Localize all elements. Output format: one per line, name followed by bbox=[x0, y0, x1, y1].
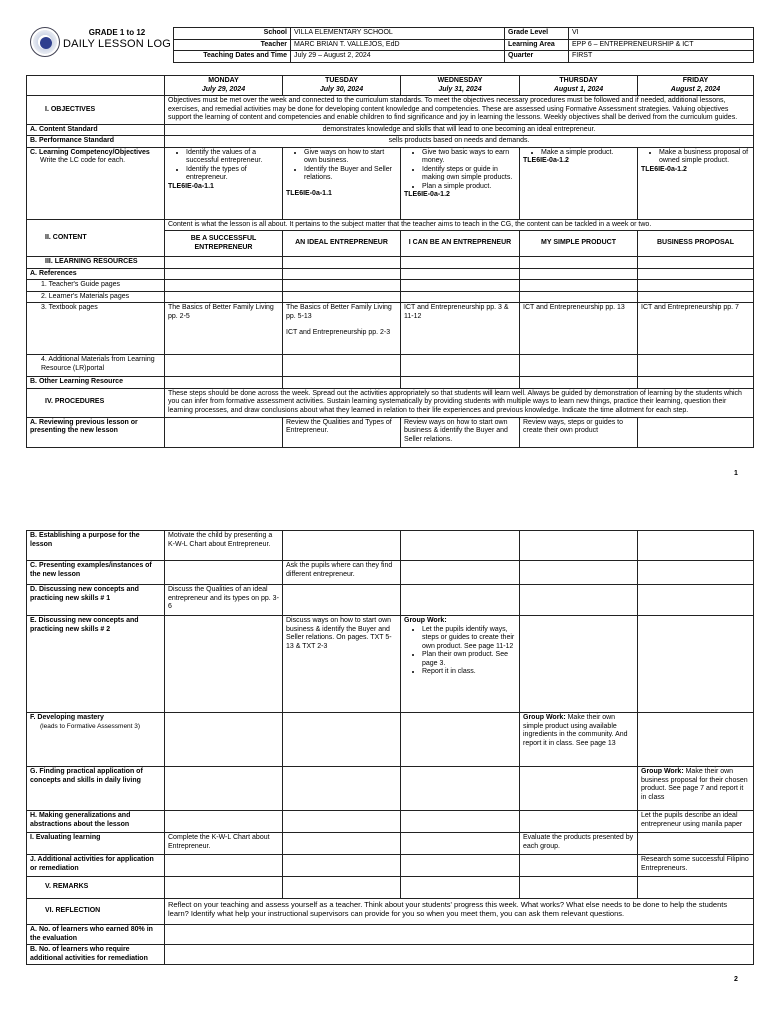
reflection-b-label: B. No. of learners who require additional activities for remediation bbox=[27, 945, 165, 965]
topic-wednesday: I CAN BE AN ENTREPRENEUR bbox=[401, 231, 520, 257]
page-number-1: 1 bbox=[734, 470, 738, 477]
textbook-monday: The Basics of Better Family Living pp. 2-5 bbox=[165, 303, 283, 355]
proc-j-label: J. Additional activities for application or remediation bbox=[27, 855, 165, 877]
proc-c-label: C. Presenting examples/instances of the new lesson bbox=[27, 561, 165, 585]
school-value: VILLA ELEMENTARY SCHOOL bbox=[291, 28, 505, 40]
proc-i-thursday: Evaluate the products presented by each group. bbox=[520, 833, 638, 855]
topic-monday: BE A SUCCESSFUL ENTREPRENEUR bbox=[165, 231, 283, 257]
topic-friday: BUSINESS PROPOSAL bbox=[638, 231, 754, 257]
reflection-label: VI. REFLECTION bbox=[27, 899, 165, 925]
proc-b-monday: Motivate the child by presenting a K-W-L Chart about Entrepreneur. bbox=[165, 531, 283, 561]
procedures-text: These steps should be done across the week. Spread out the activities appropriately so that students will learn well. Always be guided by demonstration of learning by the students which you can infer from formative assessment activities. Sustain learning systematically by providing students with multiple ways to learn new things, practice their learning, question their learning processes, and draw conclusions about what they learned in relation to their life experiences and previous knowledge. Indicate the time allotment for each step. bbox=[165, 388, 754, 417]
competency-friday: • Make a business proposal of owned simple product. TLE6IE-0a-1.2 bbox=[638, 147, 754, 219]
performance-standard-label: B. Performance Standard bbox=[27, 136, 165, 148]
proc-h-friday: Let the pupils describe an ideal entrepreneur using manila paper bbox=[638, 811, 754, 833]
day-header-tuesday: TUESDAY July 30, 2024 bbox=[283, 76, 401, 96]
day-header-monday: MONDAY July 29, 2024 bbox=[165, 76, 283, 96]
proc-e-tuesday: Discuss ways on how to start own business & identify the Buyer and Seller relations. On pages. TXT 5-13 & TXT 2-3 bbox=[283, 616, 401, 713]
proc-d-monday: Discuss the Qualities of an ideal entrepreneur and its types on pp. 3-6 bbox=[165, 585, 283, 616]
header-info-table bbox=[173, 27, 754, 63]
proc-f-label: F. Developing mastery (leads to Formative Assessment 3) bbox=[27, 713, 165, 767]
proc-g-friday: Group Work: Make their own business proposal for their chosen product. See page 7 and report it in class bbox=[638, 767, 754, 811]
quarter-label: Quarter bbox=[505, 51, 569, 63]
additional-materials-label: 4. Additional Materials from Learning Resource (LR)portal bbox=[27, 355, 165, 377]
day-header-friday: FRIDAY August 2, 2024 bbox=[638, 76, 754, 96]
teacher-label: Teacher bbox=[174, 39, 291, 51]
content-standard-text: demonstrates knowledge and skills that will lead to one becoming an ideal entrepreneur. bbox=[165, 124, 754, 136]
proc-a-thursday: Review ways, steps or guides to create their own product bbox=[520, 417, 638, 447]
learning-area-label: Learning Area bbox=[505, 39, 569, 51]
other-resource-label: B. Other Learning Resource bbox=[27, 377, 165, 389]
proc-j-friday: Research some successful Filipino Entrepreneurs. bbox=[638, 855, 754, 877]
proc-d-label: D. Discussing new concepts and practicing new skills # 1 bbox=[27, 585, 165, 616]
learning-area-value: EPP 6 – ENTREPRENEURSHIP & ICT bbox=[569, 39, 754, 51]
content-standard-label: A. Content Standard bbox=[27, 124, 165, 136]
proc-f-thursday: Group Work: Make their own simple product using available ingredients in the community. And report it in class. See page 13 bbox=[520, 713, 638, 767]
proc-a-tuesday: Review the Qualities and Types of Entrepreneur. bbox=[283, 417, 401, 447]
proc-h-label: H. Making generalizations and abstractions about the lesson bbox=[27, 811, 165, 833]
page-1 bbox=[0, 0, 768, 490]
lesson-table-page-2 bbox=[26, 530, 754, 965]
references-label: A. References bbox=[27, 268, 165, 280]
reflection-a-label: A. No. of learners who earned 80% in the evaluation bbox=[27, 925, 165, 945]
proc-i-monday: Complete the K-W-L Chart about Entrepreneur. bbox=[165, 833, 283, 855]
objectives-label: I. OBJECTIVES bbox=[27, 96, 165, 125]
page-2 bbox=[0, 490, 768, 1024]
resources-label: III. LEARNING RESOURCES bbox=[27, 257, 165, 269]
learners-materials-label: 2. Learner's Materials pages bbox=[27, 291, 165, 303]
textbook-wednesday: ICT and Entrepreneurship pp. 3 & 11-12 bbox=[401, 303, 520, 355]
proc-g-label: G. Finding practical application of concepts and skills in daily living bbox=[27, 767, 165, 811]
textbook-tuesday: The Basics of Better Family Living pp. 5-13 ICT and Entrepreneurship pp. 2-3 bbox=[283, 303, 401, 355]
competency-monday: • Identify the values of a successful entrepreneur. • Identify the types of entrepreneur. TLE6IE-0a-1.1 bbox=[165, 147, 283, 219]
performance-standard-text: sells products based on needs and demands. bbox=[165, 136, 754, 148]
proc-e-label: E. Discussing new concepts and practicing new skills # 2 bbox=[27, 616, 165, 713]
objectives-text: Objectives must be met over the week and connected to the curriculum standards. To meet the objectives necessary procedures must be followed and if needed, additional lessons, exercises, and remedial activities may be done for developing content knowledge and competencies. These are assessed using Formative Assessment strategies. Valuing objectives support the learning of content and competencies and enable children to find significance and joy in learning the lessons. Weekly objectives shall be derived from the curriculum guides. bbox=[165, 96, 754, 125]
competency-label: C. Learning Competency/Objectives Write the LC code for each. bbox=[27, 147, 165, 219]
textbook-friday: ICT and Entrepreneurship pp. 7 bbox=[638, 303, 754, 355]
reflection-text: Reflect on your teaching and assess yourself as a teacher. Think about your students' progress this week. What works? What else needs to be done to help the students learn? Identify what help your instructional supervisors can provide for you so when you meet them, you can ask them relevant questions. bbox=[165, 899, 754, 925]
teacher-value: MARC BRIAN T. VALLEJOS, EdD bbox=[291, 39, 505, 51]
textbook-thursday: ICT and Entrepreneurship pp. 13 bbox=[520, 303, 638, 355]
proc-b-label: B. Establishing a purpose for the lesson bbox=[27, 531, 165, 561]
procedures-label: IV. PROCEDURES bbox=[27, 388, 165, 417]
competency-thursday: • Make a simple product. TLE6IE-0a-1.2 bbox=[520, 147, 638, 219]
competency-tuesday: • Give ways on how to start own business. • Identify the Buyer and Seller relations. TLE6IE-0a-1.1 bbox=[283, 147, 401, 219]
topic-tuesday: AN IDEAL ENTREPRENEUR bbox=[283, 231, 401, 257]
teachers-guide-label: 1. Teacher's Guide pages bbox=[27, 280, 165, 292]
grade-level-label: Grade Level bbox=[505, 28, 569, 40]
proc-a-wednesday: Review ways on how to start own business & identify the Buyer and Seller relations. bbox=[401, 417, 520, 447]
proc-i-label: I. Evaluating learning bbox=[27, 833, 165, 855]
content-text: Content is what the lesson is all about. It pertains to the subject matter that the teacher aims to teach in the CG, the content can be tackled in a week or two. bbox=[165, 219, 754, 231]
textbook-label: 3. Textbook pages bbox=[27, 303, 165, 355]
dates-label: Teaching Dates and Time bbox=[174, 51, 291, 63]
document-title: DAILY LESSON LOG bbox=[63, 38, 171, 50]
remarks-label: V. REMARKS bbox=[27, 877, 165, 899]
dates-value: July 29 – August 2, 2024 bbox=[291, 51, 505, 63]
school-label: School bbox=[174, 28, 291, 40]
competency-wednesday: • Give two basic ways to earn money. • Identify steps or guide in making own simple products. • Plan a simple product. TLE6IE-0a-1.2 bbox=[401, 147, 520, 219]
page-number-2: 2 bbox=[734, 976, 738, 983]
topic-thursday: MY SIMPLE PRODUCT bbox=[520, 231, 638, 257]
deped-seal-icon bbox=[30, 27, 60, 57]
grade-range: GRADE 1 to 12 bbox=[88, 28, 146, 37]
grade-level-value: VI bbox=[569, 28, 754, 40]
proc-e-wednesday: Group Work: • Let the pupils identify ways, steps or guides to create their own product. See page 11-12 • Plan their own product. See page 3. • Report it in class. bbox=[401, 616, 520, 713]
day-header-wednesday: WEDNESDAY July 31, 2024 bbox=[401, 76, 520, 96]
content-label: II. CONTENT bbox=[27, 219, 165, 257]
proc-a-label: A. Reviewing previous lesson or presenting the new lesson bbox=[27, 417, 165, 447]
lesson-table-page-1 bbox=[26, 75, 754, 448]
day-header-thursday: THURSDAY August 1, 2024 bbox=[520, 76, 638, 96]
proc-c-tuesday: Ask the pupils where can they find different entrepreneur. bbox=[283, 561, 401, 585]
quarter-value: FIRST bbox=[569, 51, 754, 63]
